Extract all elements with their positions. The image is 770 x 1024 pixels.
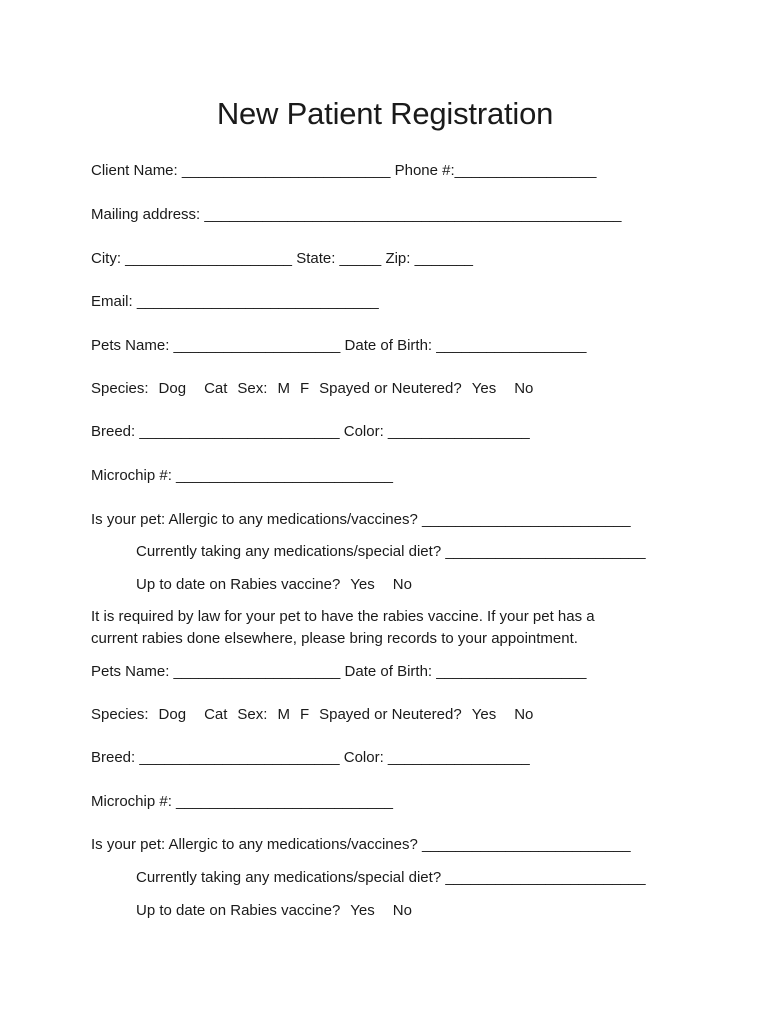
pet1-breed-field[interactable]: Breed: ________________________ — [91, 423, 340, 440]
pet2-breed-color-row — [91, 748, 530, 768]
pet2-sex-label: Sex: — [237, 706, 268, 723]
pet2-spayed-label: Spayed or Neutered? — [319, 706, 462, 723]
pet2-dob-field[interactable]: Date of Birth: __________________ — [344, 663, 587, 680]
zip-field[interactable]: Zip: _______ — [385, 250, 474, 267]
pet1-species-label: Species: — [91, 380, 149, 397]
pet2-allergic-field[interactable]: Is your pet: Allergic to any medications/vaccines? _________________________ — [91, 836, 631, 853]
pet1-spayed-yes-option[interactable]: Yes — [471, 380, 497, 397]
pet1-rabies-no-option[interactable]: No — [392, 576, 412, 593]
pet2-microchip-field[interactable]: Microchip #: __________________________ — [91, 793, 393, 810]
client-name-field[interactable]: Client Name: _________________________ — [91, 162, 391, 179]
pet2-female-option[interactable]: F — [299, 706, 310, 723]
pet2-species-row — [91, 705, 533, 725]
pet1-name-field[interactable]: Pets Name: ____________________ — [91, 337, 341, 354]
mailing-address-field[interactable]: Mailing address: __________________________________________________ — [91, 206, 622, 223]
pet2-dog-option[interactable]: Dog — [158, 706, 187, 723]
pet2-spayed-no-option[interactable]: No — [514, 706, 534, 723]
city-field[interactable]: City: ____________________ — [91, 250, 293, 267]
pet2-rabies-yes-option[interactable]: Yes — [350, 902, 375, 919]
pet1-breed-color-row — [91, 422, 530, 442]
pet1-male-option[interactable]: M — [277, 380, 290, 397]
pet1-allergic-field[interactable]: Is your pet: Allergic to any medications/vaccines? _________________________ — [91, 511, 631, 528]
pet2-name-dob-row — [91, 662, 586, 682]
pet2-cat-option[interactable]: Cat — [204, 706, 228, 723]
pet2-name-field[interactable]: Pets Name: ____________________ — [91, 663, 341, 680]
pet1-spayed-no-option[interactable]: No — [514, 380, 534, 397]
pet1-spayed-label: Spayed or Neutered? — [319, 380, 462, 397]
pet1-sex-label: Sex: — [237, 380, 268, 397]
page-title: New Patient Registration — [216, 96, 554, 131]
pet2-spayed-yes-option[interactable]: Yes — [471, 706, 497, 723]
pet1-species-row — [91, 379, 533, 399]
pet1-rabies-yes-option[interactable]: Yes — [350, 576, 375, 593]
city-state-zip-row — [91, 249, 473, 269]
rabies-note-line-1: It is required by law for your pet to have the rabies vaccine. If your pet has a — [91, 608, 595, 625]
pet1-dob-field[interactable]: Date of Birth: __________________ — [344, 337, 587, 354]
pet1-color-field[interactable]: Color: _________________ — [343, 423, 530, 440]
pet1-name-dob-row — [91, 336, 586, 356]
client-name-row — [91, 161, 596, 181]
pet2-color-field[interactable]: Color: _________________ — [343, 749, 530, 766]
email-field[interactable]: Email: _____________________________ — [91, 293, 379, 310]
pet1-female-option[interactable]: F — [299, 380, 310, 397]
pet2-rabies-no-option[interactable]: No — [392, 902, 412, 919]
rabies-note-line-2: current rabies done elsewhere, please bring records to your appointment. — [91, 630, 578, 647]
pet1-dog-option[interactable]: Dog — [158, 380, 187, 397]
pet2-species-label: Species: — [91, 706, 149, 723]
phone-field[interactable]: Phone #:_________________ — [394, 162, 597, 179]
pet1-cat-option[interactable]: Cat — [204, 380, 228, 397]
pet1-rabies-row — [136, 575, 412, 595]
state-field[interactable]: State: _____ — [296, 250, 382, 267]
pet1-current-meds-field[interactable]: Currently taking any medications/special diet? ________________________ — [136, 543, 646, 560]
pet2-male-option[interactable]: M — [277, 706, 290, 723]
pet2-rabies-label: Up to date on Rabies vaccine? — [136, 902, 341, 919]
pet2-rabies-row — [136, 901, 412, 921]
pet2-current-meds-field[interactable]: Currently taking any medications/special diet? ________________________ — [136, 869, 646, 886]
pet2-breed-field[interactable]: Breed: ________________________ — [91, 749, 340, 766]
pet1-rabies-label: Up to date on Rabies vaccine? — [136, 576, 341, 593]
pet1-microchip-field[interactable]: Microchip #: __________________________ — [91, 467, 393, 484]
